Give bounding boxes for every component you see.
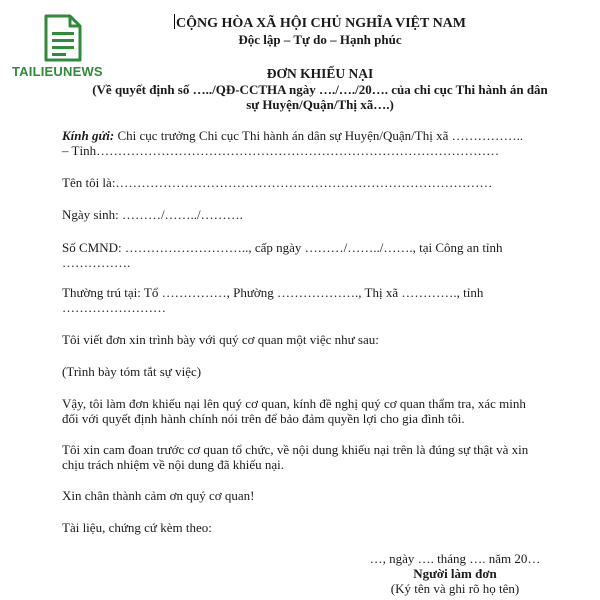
residence-block [62, 285, 562, 315]
id-block [62, 240, 562, 270]
pledge-block [62, 442, 562, 472]
logo-text: TAILIEUNEWS [12, 64, 103, 79]
recipient-label: Kính gửi: [62, 128, 115, 143]
recipient-block [62, 128, 562, 158]
signer-note: (Ký tên và ghi rõ họ tên) [390, 581, 520, 596]
pledge-line1: Tôi xin cam đoan trước cơ quan tổ chức, về nội dung khiếu nại trên là đúng sự thật và xin [62, 442, 529, 457]
intro-line: Tôi viết đơn xin trình bày với quý cơ quan một việc như sau: [62, 332, 379, 347]
name-line: Tên tôi là:…………………………………………………………………………… [62, 175, 493, 190]
pledge-line2: chịu trách nhiệm về nội dung đã khiếu nại. [62, 457, 285, 472]
thanks-line: Xin chân thành cảm ơn quý cơ quan! [62, 488, 255, 503]
request-block [62, 396, 562, 426]
signature-date: …, ngày …. tháng …. năm 20… [369, 551, 541, 566]
form-subtitle-line2: sự Huyện/Quận/Thị xã….) [246, 97, 394, 112]
recipient-line1: Chi cục trưởng Chi cục Thi hành án dân sự Huyện/Quận/Thị xã …………….. [114, 128, 524, 143]
request-line1: Vậy, tôi làm đơn khiếu nại lên quý cơ quan, kính đề nghị quý cơ quan thẩm tra, xác minh [62, 396, 526, 411]
recipient-line2: – Tỉnh………………………………………………………………………………… [62, 143, 500, 158]
request-line2: đối với quyết định hành chính nói trên để bảo đảm quyền lợi cho gia đình tôi. [62, 411, 465, 426]
national-title-text: CỘNG HÒA XÃ HỘI CHỦ NGHĨA VIỆT NAM [175, 16, 466, 31]
text-cursor [174, 14, 175, 29]
signer-title: Người làm đơn [413, 566, 497, 581]
id-line1: Số CMND: ……………………….., cấp ngày ………/……../……., tại Công an tỉnh [62, 240, 503, 255]
attachments-line: Tài liệu, chứng cứ kèm theo: [62, 520, 212, 535]
residence-line2: …………………… [62, 300, 166, 315]
id-line2: ……………. [62, 255, 131, 270]
form-subtitle-line1: (Về quyết định số …../QĐ-CCTHA ngày …./…./20…. của chi cục Thi hành án dân [92, 82, 548, 97]
dob-line: Ngày sinh: ………/……../………. [62, 207, 243, 222]
national-motto: Độc lập – Tự do – Hạnh phúc [238, 32, 402, 47]
summary-line: (Trình bày tóm tắt sự việc) [62, 364, 202, 379]
national-title [20, 14, 600, 32]
residence-line1: Thường trú tại: Tổ ……………, Phường ………………., Thị xã …………., tỉnh [62, 285, 484, 300]
form-title: ĐƠN KHIẾU NẠI [266, 66, 374, 81]
